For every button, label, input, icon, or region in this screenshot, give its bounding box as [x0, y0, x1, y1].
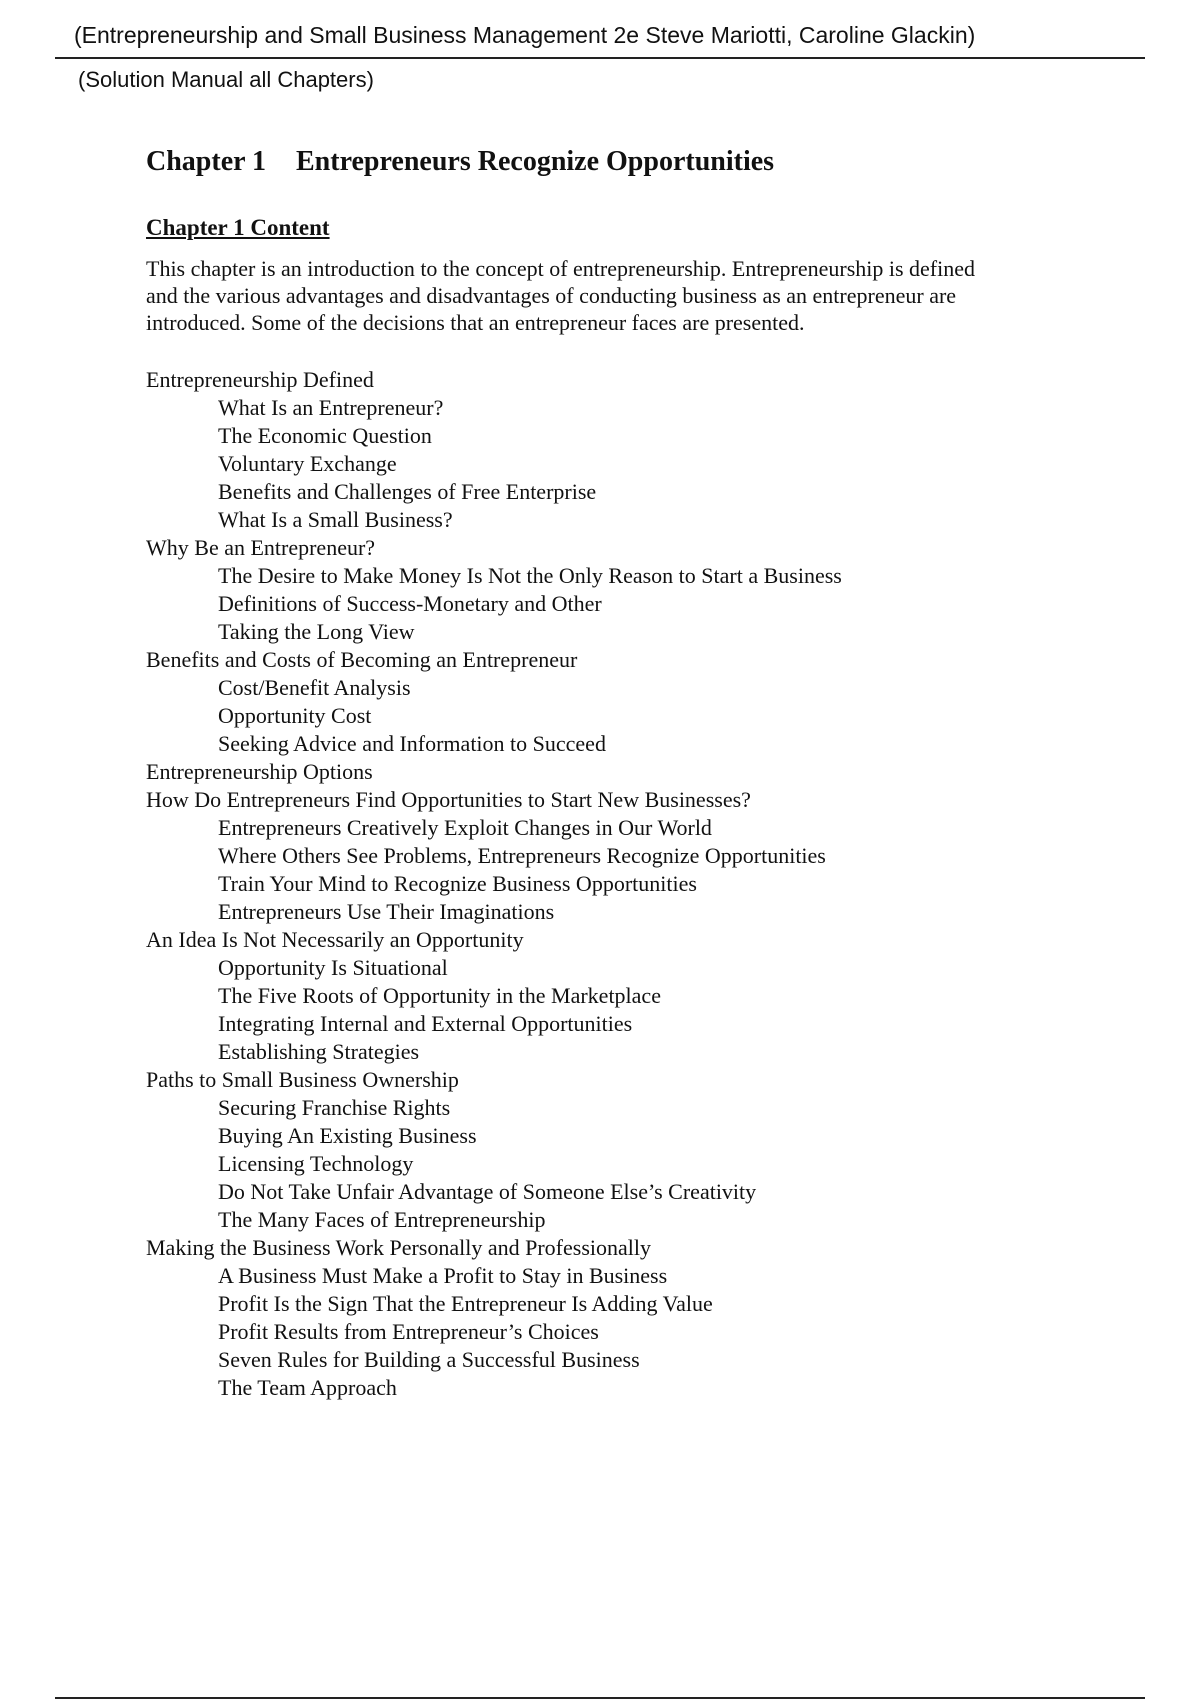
outline-subtopic: Entrepreneurs Use Their Imaginations: [218, 899, 555, 924]
outline-subtopic: Train Your Mind to Recognize Business Opportunities: [218, 871, 697, 896]
outline-subtopic: Entrepreneurs Creatively Exploit Changes in Our World: [218, 815, 712, 840]
footer-divider: [55, 1697, 1145, 1699]
header-divider: [55, 57, 1145, 59]
outline-topic: Why Be an Entrepreneur?: [146, 535, 376, 560]
outline-subtopic: Cost/Benefit Analysis: [218, 675, 411, 700]
outline-subtopic: The Economic Question: [218, 423, 432, 448]
chapter-intro-paragraph: This chapter is an introduction to the concept of entrepreneurship. Entrepreneurship is defined and the various advantages and disadvantages of conducting business as an entrepreneur are introduced. Some of the decisions that an entrepreneur faces are presented.: [146, 256, 976, 335]
outline-subtopic: Seven Rules for Building a Successful Business: [218, 1347, 640, 1372]
outline-subtopic: Licensing Technology: [218, 1151, 414, 1176]
chapter-title: [146, 146, 774, 178]
outline-topic: Paths to Small Business Ownership: [146, 1067, 459, 1092]
outline-subtopic: Integrating Internal and External Opportunities: [218, 1011, 633, 1036]
outline-subtopic: Opportunity Cost: [218, 703, 372, 728]
outline-subtopic: Establishing Strategies: [218, 1039, 420, 1064]
outline-subtopic: Profit Is the Sign That the Entrepreneur Is Adding Value: [218, 1291, 713, 1316]
outline-subtopic: Buying An Existing Business: [218, 1123, 477, 1148]
outline-subtopic: The Desire to Make Money Is Not the Only Reason to Start a Business: [218, 563, 842, 588]
outline-topic: An Idea Is Not Necessarily an Opportunity: [146, 927, 524, 952]
outline-subtopic: Securing Franchise Rights: [218, 1095, 451, 1120]
outline-subtopic: Voluntary Exchange: [218, 451, 397, 476]
outline-subtopic: Taking the Long View: [218, 619, 415, 644]
outline-subtopic: Where Others See Problems, Entrepreneurs Recognize Opportunities: [218, 843, 826, 868]
outline-topic: Entrepreneurship Options: [146, 759, 373, 784]
chapter-number: Chapter 1: [146, 146, 267, 177]
outline-subtopic: What Is an Entrepreneur?: [218, 395, 444, 420]
outline-subtopic: What Is a Small Business?: [218, 507, 453, 532]
document-header-subtitle: (Solution Manual all Chapters): [78, 67, 374, 92]
outline-subtopic: Benefits and Challenges of Free Enterprise: [218, 479, 597, 504]
chapter-name: Entrepreneurs Recognize Opportunities: [296, 146, 775, 177]
outline-subtopic: The Many Faces of Entrepreneurship: [218, 1207, 546, 1232]
outline-subtopic: Opportunity Is Situational: [218, 955, 448, 980]
outline-subtopic: A Business Must Make a Profit to Stay in Business: [218, 1263, 668, 1288]
chapter-content-heading: Chapter 1 Content: [146, 215, 330, 240]
outline-topic: Benefits and Costs of Becoming an Entrepreneur: [146, 647, 578, 672]
chapter-outline: [146, 366, 842, 1402]
outline-subtopic: Do Not Take Unfair Advantage of Someone Else’s Creativity: [218, 1179, 757, 1204]
outline-topic: Entrepreneurship Defined: [146, 367, 374, 392]
document-header-title: (Entrepreneurship and Small Business Management 2e Steve Mariotti, Caroline Glackin): [74, 22, 976, 48]
outline-subtopic: Profit Results from Entrepreneur’s Choices: [218, 1319, 599, 1344]
outline-subtopic: The Five Roots of Opportunity in the Marketplace: [218, 983, 661, 1008]
outline-subtopic: The Team Approach: [218, 1375, 397, 1400]
outline-subtopic: Seeking Advice and Information to Succeed: [218, 731, 606, 756]
outline-topic: Making the Business Work Personally and Professionally: [146, 1235, 652, 1260]
outline-topic: How Do Entrepreneurs Find Opportunities to Start New Businesses?: [146, 787, 751, 812]
outline-subtopic: Definitions of Success-Monetary and Other: [218, 591, 602, 616]
